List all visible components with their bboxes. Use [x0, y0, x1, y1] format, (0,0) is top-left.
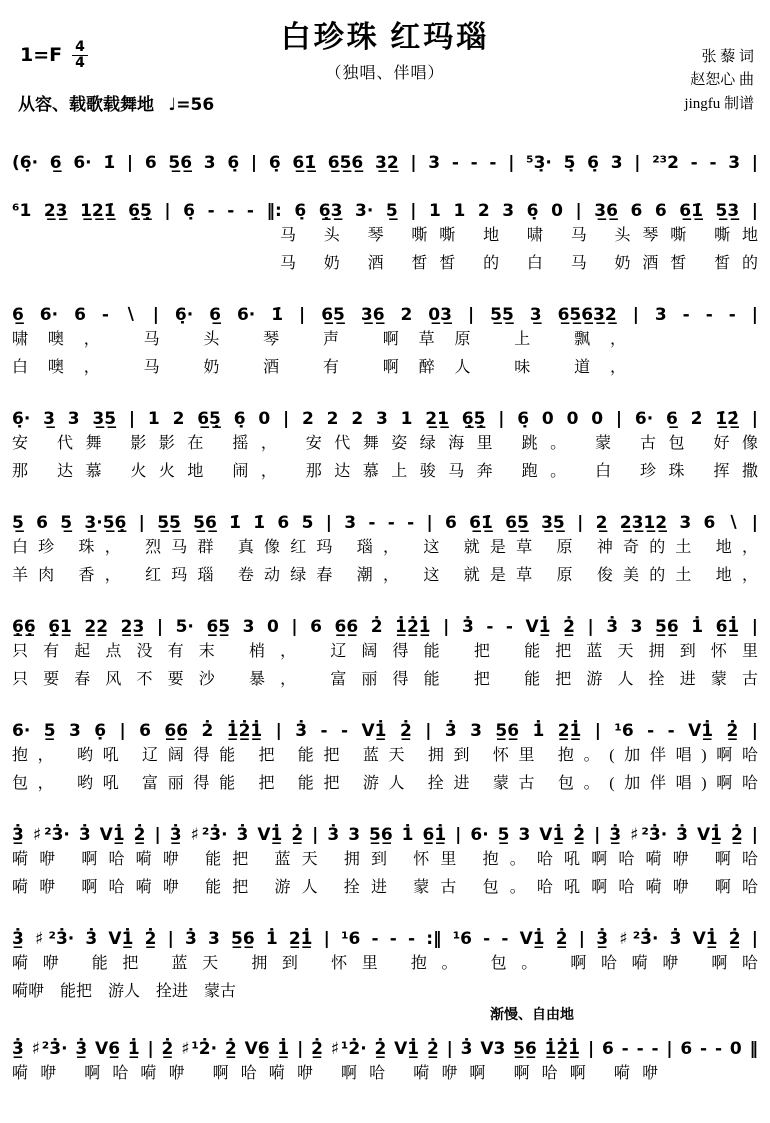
lyric-line: 白珍 珠， 烈马群 真像红玛 瑙， 这 就是草 原 神奇的土 地， [12, 539, 758, 556]
lyric-line: 包， 哟吼 富丽得能 把 能把 游人 拴进 蒙古 包。(加伴唱)啊哈 [12, 775, 758, 792]
system-4 [12, 382, 758, 486]
lyric-line: 马 头 琴 嘶嘶 地 啸 马 头琴嘶 嘶地 [280, 227, 758, 244]
lyric-line: 羊肉 香， 红玛瑙 卷动绿春 潮， 这 就是草 原 俊美的土 地， [12, 567, 758, 584]
lyric-line: 那 达慕 火火地 闹， 那达慕上骏马奔 跑。 白 珍珠 挥撒 [12, 463, 758, 480]
music-line: ⁶1 2̲3̲ 1̲2̲1̲̇ 6̣̲5̣̲ | 6̣ - - - ‖: 6̣ 6̣̲3̲ 3· 5̲ | 1 1 2 3 6̣ 0 | 3̲6̲ 6 6 6̲1̲̇ 5̲3̲ | [12, 200, 758, 221]
music-line: 3̲̇ ♯²3̇· 3̇ V1̲̇ 2̲̇ | 3̲̇ ♯²3̇· 3̇ V1̲̇ 2̲̇ | 3̇ 3 5̲6̲ 1̇ 6̲1̲̇ | 6· 5̲ 3 V1̲̇ 2̲̇ | 3̲̇ ♯²3̇· 3̇ V1̲̇ 2̲̇ | [12, 824, 758, 845]
system-8 [12, 798, 758, 902]
lyric-line: 只有起点没有末 梢， 辽阔得能 把 能把蓝天拥到怀里 [12, 643, 758, 660]
system-10 [12, 1006, 758, 1088]
lyric-line: 安 代舞 影影在 摇， 安代舞姿绿海里 跳。 蒙 古包 好像 [12, 435, 758, 452]
music-line: 3̲̇ ♯²3̇· 3̲̇ V6̲ 1̲̇ | 2̲̇ ♯¹2̇· 2̲̇ V6̲ 1̲̇ | 2̲̇ ♯¹2̇· 2̲̇ V1̲̇ 2̲̇ | 3̇ V3 5̲6̲ 1̲̇2̲̇1̲̇ | 6 - - - | 6 - - 0 ‖ [12, 1038, 758, 1059]
lyric-line: 马 奶 酒 皙皙 的 白 马 奶酒皙 皙的 [280, 255, 758, 272]
page-title: 白珍珠 红玛瑙 [280, 21, 490, 54]
music-line: 6̲ 6· 6 - ∖ | 6̣· 6̲ 6· 1̇ | 6̲5̲ 3̲6̲ 2 0̲3̲ | 5̲5̲ 3̲ 6̲5̲6̲3̲2̲ | 3 - - - | [12, 304, 758, 325]
system-1 [12, 126, 758, 174]
credits [684, 46, 754, 116]
system-7 [12, 694, 758, 798]
system-9 [12, 902, 758, 1006]
music-line: (6̣· 6̲ 6· 1̇ | 6 5̲6̲ 3 6̣ | 6̣ 6̲1̲̇ 6̲5̲6̲ 3̲2̲ | 3 - - - | ⁵3̣· 5̣ 6̣ 3 | ²³2 - - 3 | [12, 152, 758, 173]
tempo-marking [18, 90, 214, 115]
music-line: 5̲ 6 5̲ 3̲·5̲6̣̲ | 5̲5̲ 5̲6̲ 1̇ 1̇ 6 5 | 3 - - - | 6 6̲1̲̇ 6̲5̲ 3̲5̲ | 2̲ 2̲3̲1̲2̲ 3 6 ∖ | [12, 512, 758, 533]
header [0, 0, 770, 126]
system-6 [12, 590, 758, 694]
time-signature-top: 4 [72, 40, 88, 56]
lyric-line: 白噢， 马 奶 酒 有 啊醉人 味 道， [12, 359, 626, 376]
lyricist-credit: 张 藜 词 [701, 49, 754, 65]
lyric-line: 嗬咿 啊哈嗬咿 能把 蓝天 拥到 怀里 抱。哈吼啊哈嗬咿 啊哈 [12, 851, 758, 868]
tempo-text: 从容、载歌载舞地 [18, 95, 154, 114]
key-signature: 1=F [20, 44, 63, 67]
system-5 [12, 486, 758, 590]
quarter-note-icon: ♩=56 [168, 95, 215, 115]
lyric-line: 抱， 哟吼 辽阔得能 把 能把 蓝天 拥到 怀里 抱。(加伴唱)啊哈 [12, 747, 758, 764]
composer-credit: 赵恕心 曲 [690, 72, 754, 89]
lyric-line: 嗬咿 能把 游人 拴进 蒙古 [12, 983, 237, 1000]
time-signature [72, 40, 88, 70]
lyric-line: 嗬咿 能把 蓝天 拥到 怀里 抱。 包。 啊哈嗬咿 啊哈 [12, 955, 758, 972]
tempo-change-marking: 渐慢、自由地 [490, 1008, 574, 1023]
lyric-line: 嗬咿 啊哈嗬咿 啊哈嗬咿 啊哈 嗬咿啊 啊哈啊 嗬咿 [12, 1065, 658, 1082]
music-line: 3̲̇ ♯²3̇· 3̇ V1̲̇ 2̲̇ | 3̇ 3 5̲6̲ 1̇ 2̲1̲̇ | ¹6 - - - :‖ ¹6 - - V1̲̇ 2̲̇ | 3̲̇ ♯²3̇· 3̇ V1̲̇ 2̲̇ | [12, 928, 758, 949]
system-2 [12, 174, 758, 278]
key-time-signature [20, 40, 88, 70]
subtitle: （独唱、伴唱） [325, 65, 445, 82]
lyric-line: 啸噢， 马 头 琴 声 啊草原 上 飘， [12, 331, 626, 348]
lyric-line: 嗬咿 啊哈嗬咿 能把 游人 拴进 蒙古 包。哈吼啊哈嗬咿 啊哈 [12, 879, 758, 896]
notation-credit: jingfu 制谱 [684, 95, 754, 112]
music-line: 6̣· 3̲ 3 3̲5̲ | 1 2 6̲5̣̲ 6̣ 0 | 2 2 2 3 1 2̲1̲ 6̣̲5̣̲ | 6̣ 0 0 0 | 6· 6̲ 2̇ 1̲̇2̲̇ | [12, 408, 758, 429]
music-line: 6̣̲6̣̲ 6̣̲1̲ 2̲2̲ 2̲3̲ | 5· 6̲5̲ 3 0 | 6 6̲6̲ 2̇ 1̲̇2̲̇1̲̇ | 3̇ - - V1̲̇ 2̲̇ | 3̇ 3 5̲6̲ 1̇ 6̲1̲̇ | [12, 616, 758, 637]
lyric-line: 只要春风不要沙 暴， 富丽得能 把 能把游人拴进蒙古 [12, 671, 758, 688]
score [0, 126, 770, 1088]
time-signature-bottom: 4 [75, 54, 85, 71]
system-3 [12, 278, 758, 382]
music-line: 6· 5̲ 3 6̣ | 6 6̲6̲ 2̇ 1̲̇2̲̇1̲̇ | 3̇ - - V1̲̇ 2̲̇ | 3̇ 3 5̲6̲ 1̇ 2̲1̲̇ | ¹6 - - V1̲̇ 2̲̇ | [12, 720, 758, 741]
